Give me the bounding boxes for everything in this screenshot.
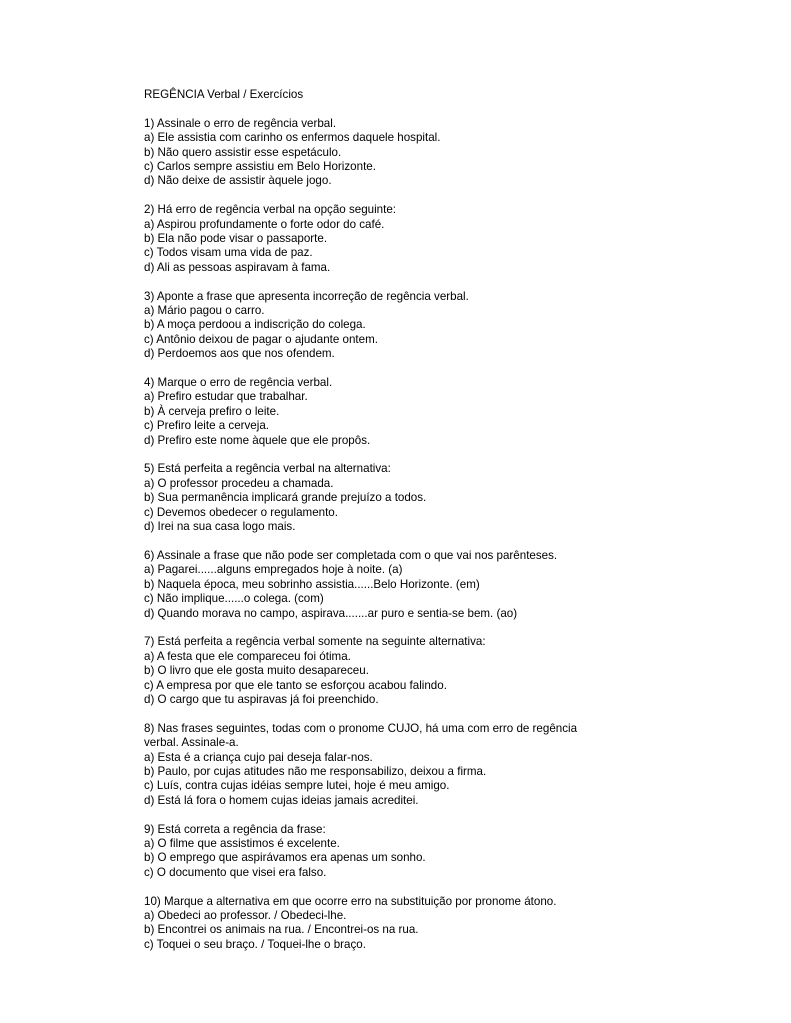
option-b: b) Sua permanência implicará grande prejuízo a todos. <box>144 491 427 505</box>
question-1 <box>144 117 744 189</box>
option-c: c) Antônio deixou de pagar o ajudante ontem. <box>144 332 378 346</box>
option-d: d) Quando morava no campo, aspirava.......ar puro e sentia-se bem. (ao) <box>144 606 518 620</box>
question-3 <box>144 290 744 362</box>
option-b: b) A moça perdoou a indiscrição do colega. <box>144 318 366 332</box>
option-c: c) Prefiro leite a cerveja. <box>144 419 270 433</box>
option-a: a) Prefiro estudar que trabalhar. <box>144 390 308 404</box>
document-title: REGÊNCIA Verbal / Exercícios <box>144 88 304 101</box>
question-4 <box>144 376 744 448</box>
option-d: d) Perdoemos aos que nos ofendem. <box>144 347 335 361</box>
question-5 <box>144 462 744 534</box>
option-b: b) Encontrei os animais na rua. / Encontrei-os na rua. <box>144 923 419 937</box>
option-c: c) O documento que visei era falso. <box>144 865 327 879</box>
option-a: a) Obedeci ao professor. / Obedeci-lhe. <box>144 909 347 922</box>
question-prompt: 2) Há erro de regência verbal na opção seguinte: <box>144 203 396 217</box>
option-b: b) À cerveja prefiro o leite. <box>144 404 280 418</box>
option-c: c) Carlos sempre assistiu em Belo Horizonte. <box>144 160 376 174</box>
question-7 <box>144 635 744 707</box>
option-a: a) A festa que ele compareceu foi ótima. <box>144 649 351 663</box>
question-2 <box>144 203 744 275</box>
question-prompt: 9) Está correta a regência da frase: <box>144 822 326 836</box>
option-a: a) Ele assistia com carinho os enfermos daquele hospital. <box>144 131 441 145</box>
option-b: b) Paulo, por cujas atitudes não me responsabilizo, deixou a firma. <box>144 764 487 778</box>
question-prompt: 10) Marque a alternativa em que ocorre erro na substituição por pronome átono. <box>144 894 557 908</box>
option-a: a) O filme que assistimos é excelente. <box>144 836 340 850</box>
option-d: d) O cargo que tu aspiravas já foi preenchido. <box>144 692 379 706</box>
question-prompt: 1) Assinale o erro de regência verbal. <box>144 116 337 130</box>
question-6 <box>144 549 744 621</box>
option-c: c) Toquei o seu braço. / Toquei-lhe o braço. <box>144 937 366 951</box>
question-prompt-continued: verbal. Assinale-a. <box>144 736 239 750</box>
question-10 <box>144 895 744 953</box>
option-b: b) O livro que ele gosta muito desapareceu. <box>144 664 369 678</box>
option-c: c) A empresa por que ele tanto se esforçou acabou falindo. <box>144 678 447 692</box>
option-a: a) Esta é a criança cujo pai deseja falar-nos. <box>144 750 373 764</box>
question-prompt: 5) Está perfeita a regência verbal na alternativa: <box>144 462 391 476</box>
option-a: a) Pagarei......alguns empregados hoje à noite. (a) <box>144 563 403 577</box>
option-d: d) Prefiro este nome àquele que ele propôs. <box>144 433 371 447</box>
option-c: c) Luís, contra cujas idéias sempre lutei, hoje é meu amigo. <box>144 779 450 793</box>
option-c: c) Todos visam uma vida de paz. <box>144 246 313 260</box>
option-d: d) Está lá fora o homem cujas ideias jamais acreditei. <box>144 793 419 807</box>
question-prompt: 4) Marque o erro de regência verbal. <box>144 376 333 390</box>
option-a: a) Aspirou profundamente o forte odor do café. <box>144 217 385 231</box>
option-a: a) O professor procedeu a chamada. <box>144 476 334 490</box>
option-d: d) Ali as pessoas aspiravam à fama. <box>144 260 331 274</box>
option-b: b) Ela não pode visar o passaporte. <box>144 232 328 246</box>
option-b: b) Não quero assistir esse espetáculo. <box>144 145 342 159</box>
option-a: a) Mário pagou o carro. <box>144 304 265 318</box>
option-c: c) Devemos obedecer o regulamento. <box>144 505 338 519</box>
question-8 <box>144 722 744 808</box>
document-page <box>144 88 744 967</box>
option-b: b) Naquela época, meu sobrinho assistia......Belo Horizonte. (em) <box>144 577 480 591</box>
option-c: c) Não implique......o colega. (com) <box>144 592 324 606</box>
question-prompt: 3) Aponte a frase que apresenta incorreção de regência verbal. <box>144 289 469 303</box>
question-prompt: 6) Assinale a frase que não pode ser completada com o que vai nos parênteses. <box>144 548 558 562</box>
question-9 <box>144 823 744 881</box>
question-prompt: 7) Está perfeita a regência verbal somente na seguinte alternativa: <box>144 635 486 649</box>
option-b: b) O emprego que aspirávamos era apenas um sonho. <box>144 851 426 865</box>
option-d: d) Irei na sua casa logo mais. <box>144 520 296 534</box>
question-prompt: 8) Nas frases seguintes, todas com o pronome CUJO, há uma com erro de regência <box>144 721 578 735</box>
option-d: d) Não deixe de assistir àquele jogo. <box>144 174 332 188</box>
